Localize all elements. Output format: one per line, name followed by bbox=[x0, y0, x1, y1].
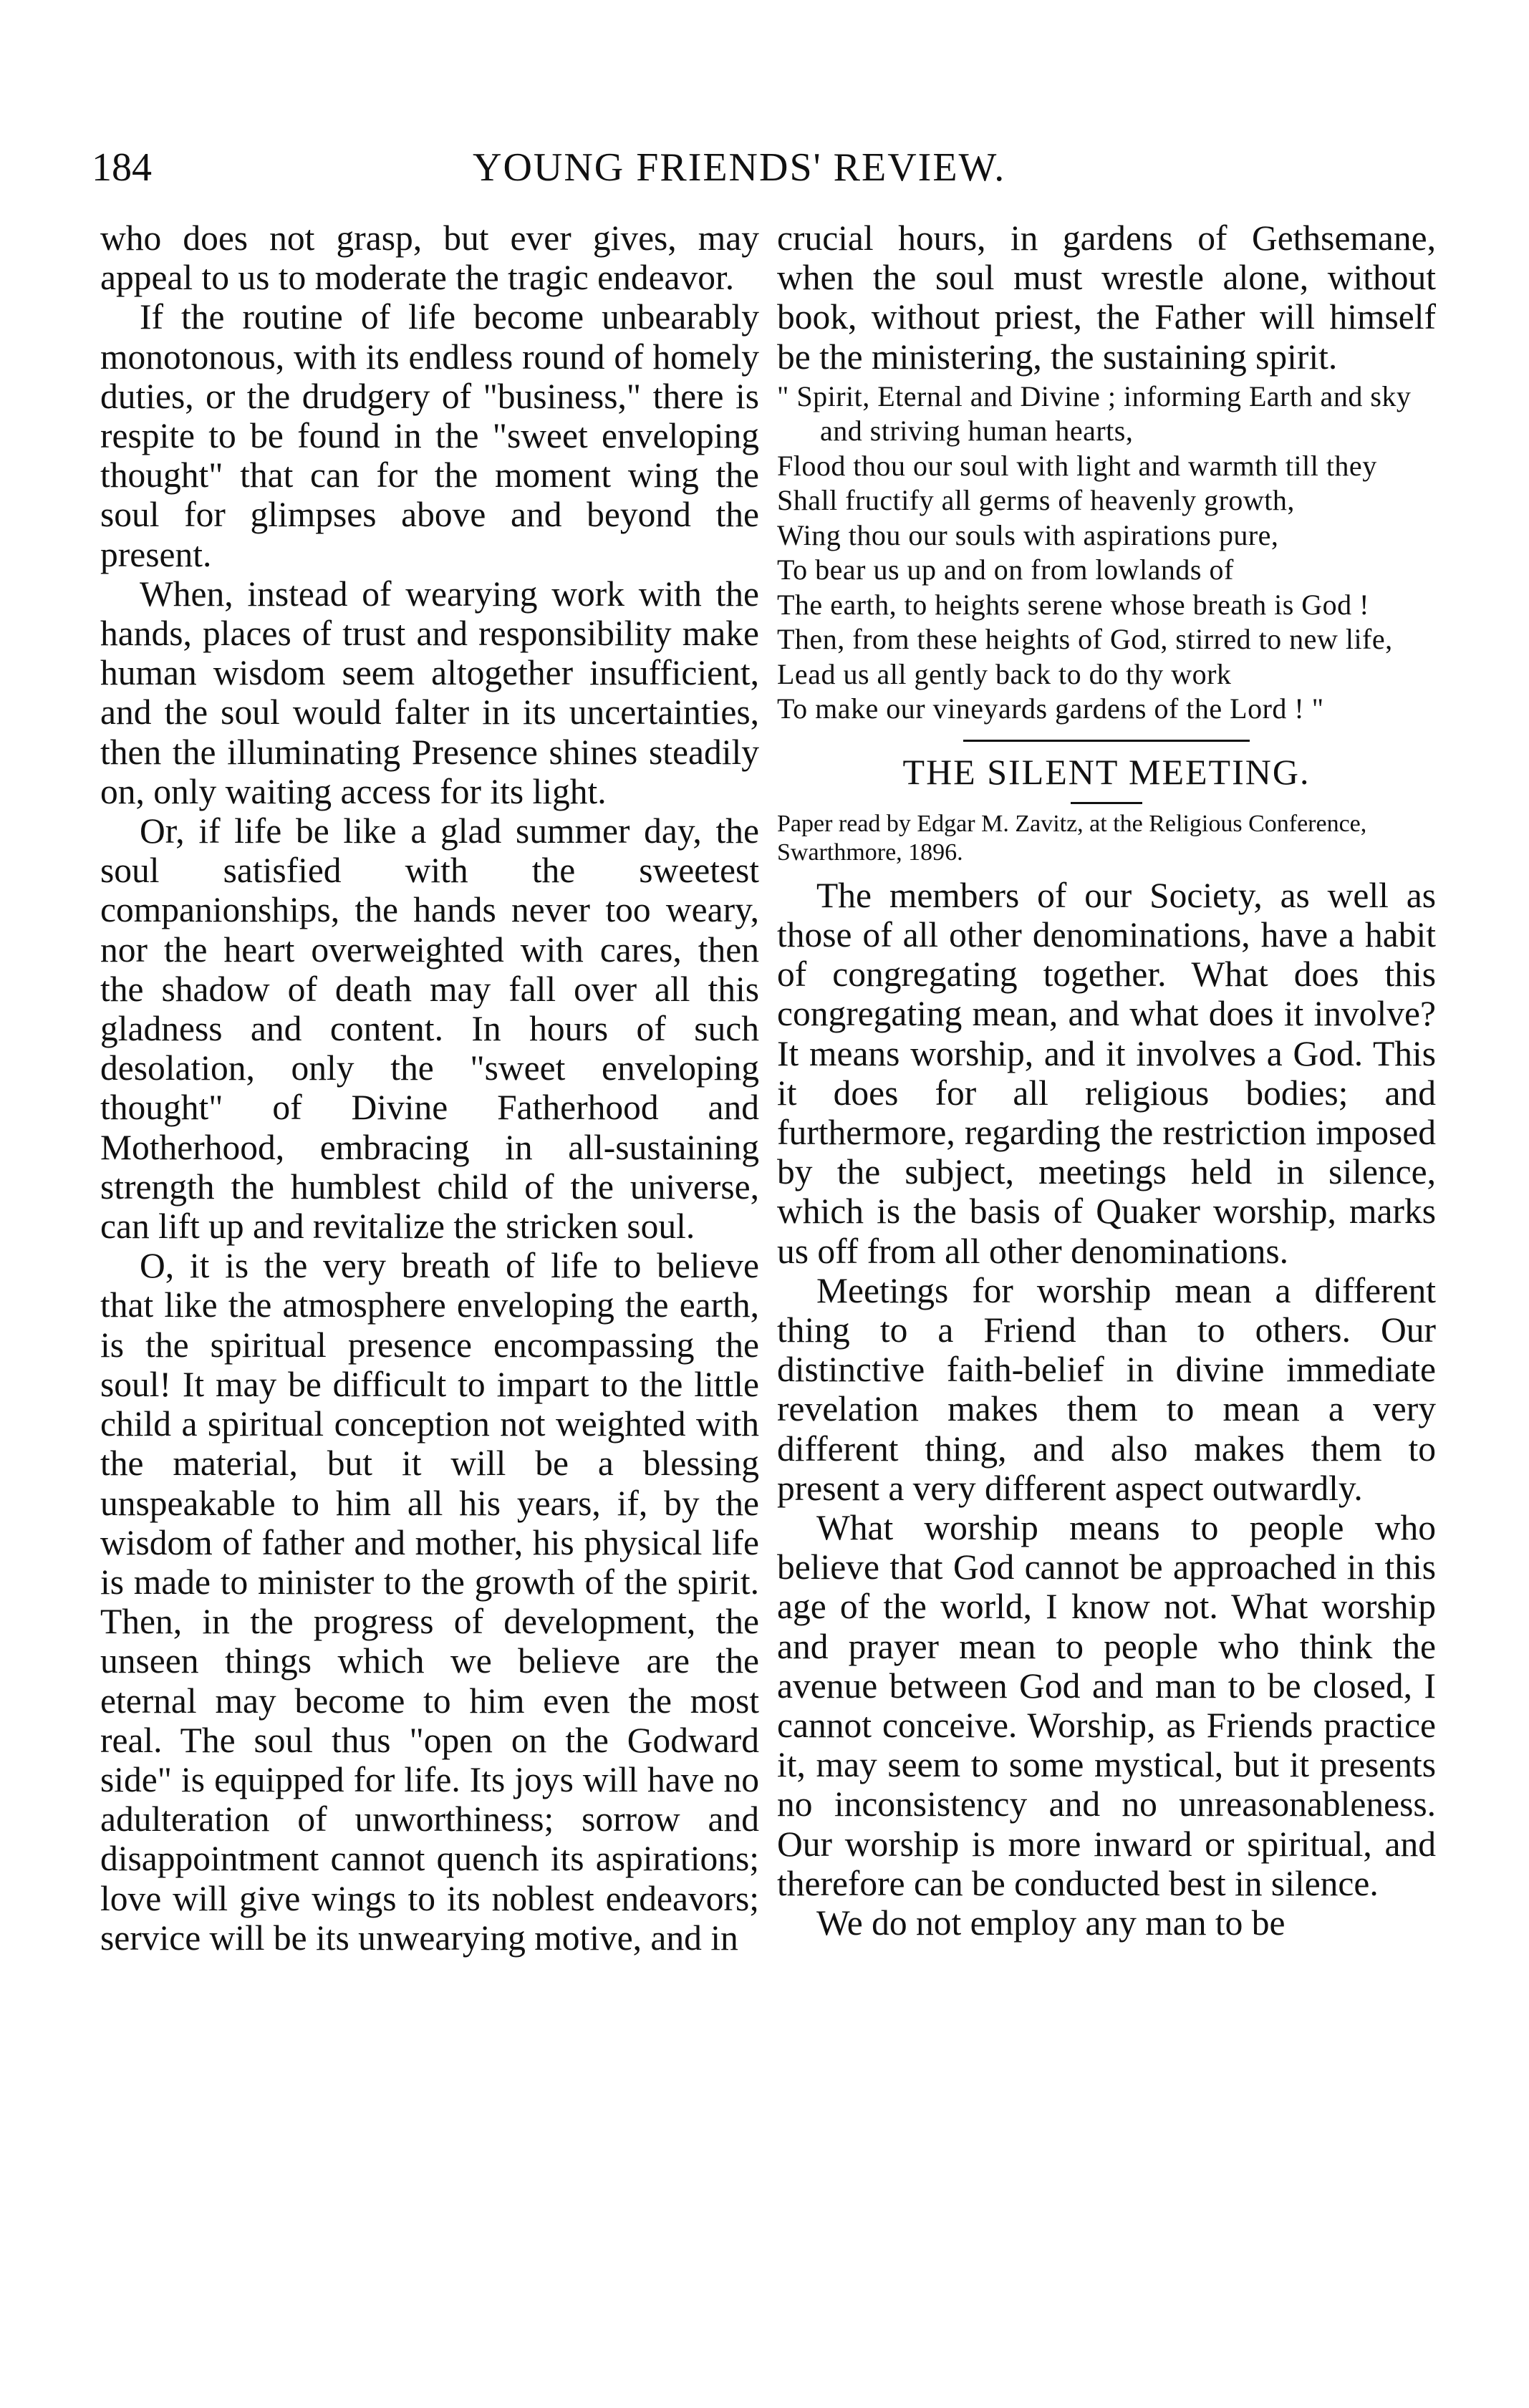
poem-line: To bear us up and on from lowlands of bbox=[777, 553, 1234, 586]
poem-line: Lead us all gently back to do thy work bbox=[777, 657, 1232, 690]
paragraph: Or, if life be like a glad summer day, the soul satisfied with the sweetest companionships, the hands never too weary, nor the heart overweighted with cares, then the shadow of death may fall over all this gladness and content. In hours of such desolation, only the "sweet enveloping thought" of Divine Fatherhood and Motherhood, embracing in all-sustaining strength the humblest child of the universe, can lift up and revitalize the stricken soul. bbox=[100, 811, 759, 1247]
poem-line: Flood thou our soul with light and warmth till they bbox=[777, 449, 1377, 482]
section-divider bbox=[963, 740, 1250, 742]
poem-line: To make our vineyards gardens of the Lord ! " bbox=[777, 692, 1324, 725]
page-number: 184 bbox=[92, 145, 152, 190]
byline: Paper read by Edgar M. Zavitz, at the Religious Conference, Swarthmore, 1896. bbox=[777, 810, 1367, 866]
title-divider bbox=[1071, 802, 1142, 804]
paragraph: O, it is the very breath of life to believe that like the atmosphere enveloping the earth, is the spiritual presence encompassing the soul! It may be difficult to impart to the little child a spiritual conception not weighted with the material, but it will be a blessing unspeakable to him all his years, if, by the wisdom of father and mother, his physical life is made to minister to the growth of the spirit. Then, in the progress of development, the unseen things which we believe are the eternal may become to him even the most real. The soul thus "open on the Godward side" is equipped for life. Its joys will have no adulteration of unworthiness; sorrow and disappointment cannot quench its aspirations; love will give wings to its noblest endeavors; service will be its unwearying motive, and in bbox=[100, 1246, 759, 1958]
section-title: THE SILENT MEETING. bbox=[902, 751, 1311, 792]
poem-line: Wing thou our souls with aspirations pure, bbox=[777, 518, 1279, 551]
poem-line: " Spirit, Eternal and Divine ; informing Earth and sky and striving human hearts, bbox=[777, 379, 1412, 448]
paragraph: The members of our Society, as well as those of all other denominations, have a habit of congregating together. What does this congregating mean, and what does it involve? It means worship, and it involves a God. This it does for all religious bodies; and furthermore, regarding the restriction imposed by the subject, meetings held in silence, which is the basis of Quaker worship, marks us off from all other denominations. bbox=[777, 875, 1436, 1271]
paragraph: Meetings for worship mean a different thing to a Friend than to others. Our distinctive faith-belief in divine immediate revelation makes them to mean a very different thing, and also makes them to present a very different aspect outwardly. bbox=[777, 1270, 1436, 1508]
right-column bbox=[777, 218, 1436, 1943]
paragraph: When, instead of wearying work with the hands, places of trust and responsibility make human wisdom seem altogether insufficient, and the soul would falter in its uncertainties, then the illuminating Presence shines steadily on, only waiting access for its light. bbox=[100, 574, 759, 811]
poem-line: Then, from these heights of God, stirred to new life, bbox=[777, 623, 1393, 656]
running-head: YOUNG FRIENDS' REVIEW. bbox=[473, 145, 1006, 190]
left-column bbox=[100, 218, 759, 1958]
poem bbox=[777, 379, 1436, 727]
paragraph: What worship means to people who believe that God cannot be approached in this age of the world, I know not. What worship and prayer mean to people who think the avenue between God and man to be closed, I cannot conceive. Worship, as Friends practice it, may seem to some mystical, but it presents no inconsistency and no unreasonableness. Our worship is more inward or spiritual, and therefore can be conducted best in silence. bbox=[777, 1508, 1436, 1903]
intro-paragraph: crucial hours, in gardens of Gethsemane, when the soul must wrestle alone, without book, without priest, the Father will himself be the ministering, the sustaining spirit. bbox=[777, 218, 1436, 377]
poem-line: Shall fructify all germs of heavenly growth, bbox=[777, 484, 1295, 517]
paragraph: who does not grasp, but ever gives, may appeal to us to moderate the tragic endeavor. bbox=[100, 218, 759, 298]
paragraph: We do not employ any man to be bbox=[816, 1903, 1286, 1943]
paragraph: If the routine of life become unbearably monotonous, with its endless round of homely duties, or the drudgery of "business," there is respite to be found in the "sweet enveloping thought" that can for the moment wing the soul for glimpses above and beyond the present. bbox=[100, 297, 759, 574]
poem-line: The earth, to heights serene whose breath is God ! bbox=[777, 588, 1369, 621]
